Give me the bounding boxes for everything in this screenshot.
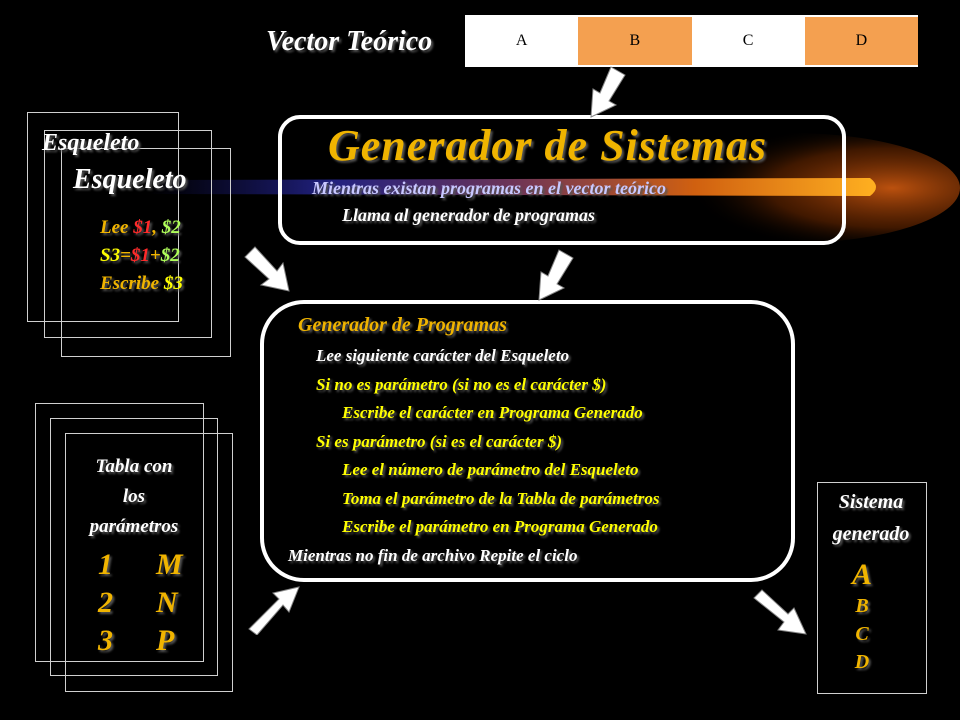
skeleton-code-line — [100, 270, 183, 298]
generated-item: B — [855, 595, 869, 617]
vector-title: Vector Teórico — [266, 26, 433, 57]
skeleton-code-token: = — [120, 245, 131, 266]
vector-table — [465, 15, 918, 67]
skeleton-code-token: S3 — [100, 245, 121, 266]
program-generator-step: Si no es parámetro (si no es el carácter $) — [316, 374, 607, 394]
program-generator-step: Lee siguiente carácter del Esqueleto — [316, 346, 570, 365]
system-generator-line2: Llama al generador de programas — [342, 205, 596, 225]
param-value: N — [156, 586, 178, 619]
skeleton-code-token: $3 — [163, 273, 183, 294]
param-number: 1 — [98, 548, 113, 581]
param-row — [98, 622, 183, 660]
system-generator-title: Generador de Sistemas — [328, 121, 767, 170]
program-generator-step: Escribe el carácter en Programa Generado — [342, 403, 643, 422]
param-title-line: parámetros — [89, 516, 179, 537]
generated-system-items — [817, 558, 907, 676]
arrow-table-to-program — [245, 585, 301, 635]
skeleton-code-token: , — [152, 217, 162, 238]
skeleton-code-token: $2 — [160, 245, 180, 266]
skeleton-code-token: Escribe — [100, 273, 164, 294]
vector-cell-b: B — [578, 17, 691, 65]
param-number: 2 — [98, 586, 113, 619]
skeleton-code-line — [100, 214, 183, 242]
skeleton-code-token: Lee — [100, 217, 134, 238]
param-title-line: Tabla con — [95, 456, 173, 477]
program-generator-title: Generador de Programas — [298, 314, 507, 336]
generated-item: D — [854, 651, 870, 673]
arrow-vector-to-system — [585, 65, 635, 120]
param-table-title — [64, 452, 204, 542]
param-table-rows — [98, 546, 183, 660]
param-row — [98, 546, 183, 584]
generated-title-line: Sistema — [838, 491, 904, 513]
skeleton-code-line — [100, 242, 183, 270]
vector-cell-a: A — [465, 17, 578, 65]
generated-item: C — [855, 623, 869, 645]
program-generator-step: Escribe el parámetro en Programa Generado — [342, 517, 658, 536]
param-value: M — [156, 548, 183, 581]
skeleton-code-token: $1 — [130, 245, 150, 266]
program-generator-steps — [288, 342, 660, 570]
vector-cell-d: D — [805, 17, 918, 65]
skeleton-title-front: Esqueleto — [73, 164, 187, 195]
arrow-skeleton-to-program — [243, 245, 293, 295]
vector-cell-c: C — [692, 17, 805, 65]
skeleton-title-back: Esqueleto — [42, 130, 140, 156]
param-row — [98, 584, 183, 622]
program-generator-step: Toma el parámetro de la Tabla de parámetros — [342, 488, 660, 508]
skeleton-code-token: $1 — [133, 217, 153, 238]
system-generator-line1: Mientras existan programas en el vector teórico — [312, 178, 666, 198]
param-title-line: los — [122, 486, 146, 507]
param-number: 3 — [98, 624, 113, 657]
generated-item: A — [851, 558, 872, 591]
skeleton-code-token: + — [149, 245, 161, 266]
skeleton-code-token: $2 — [161, 217, 181, 238]
program-generator-step: Lee el número de parámetro del Esqueleto — [342, 460, 639, 479]
skeleton-code — [100, 214, 183, 298]
program-generator-step: Si es parámetro (si es el carácter $) — [316, 431, 562, 451]
generated-title-line: generado — [832, 523, 910, 545]
arrow-program-to-system — [752, 588, 808, 638]
arrow-system-to-program — [533, 248, 583, 303]
generated-system-title — [812, 486, 930, 550]
param-value: P — [156, 624, 175, 657]
program-generator-step: Mientras no fin de archivo Repite el ciclo — [288, 545, 578, 565]
